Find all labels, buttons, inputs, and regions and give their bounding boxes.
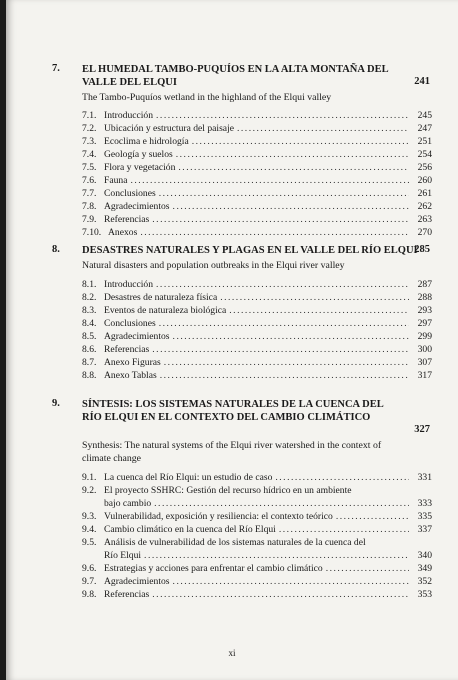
entry-number: 7.2. — [82, 123, 97, 134]
entry-number: 9.8. — [82, 589, 97, 600]
toc-entry[interactable] — [82, 575, 432, 588]
toc-entry[interactable] — [82, 523, 432, 536]
leader-dots — [154, 497, 409, 510]
entry-number: 9.1. — [82, 472, 97, 483]
entry-page: 270 — [417, 227, 432, 238]
chapter-number: 9. — [52, 398, 60, 409]
entry-number: 9.5. — [82, 537, 97, 548]
toc-page — [6, 0, 458, 680]
entry-title: Análisis de vulnerabilidad de los sistemas naturales de la cuenca del — [104, 537, 366, 548]
entry-title: Geología y suelos — [104, 149, 173, 160]
entry-title: El proyecto SSHRC: Gestión del recurso hídrico en un ambiente — [104, 485, 352, 496]
entry-number: 7.1. — [82, 110, 97, 121]
leader-dots — [160, 369, 409, 382]
entry-page: 333 — [417, 498, 432, 509]
toc-entry[interactable] — [82, 174, 432, 187]
toc-entry-continuation[interactable] — [104, 549, 432, 562]
entry-title: Agradecimientos — [104, 576, 170, 587]
leader-dots — [275, 471, 409, 484]
entry-title: Conclusiones — [104, 318, 156, 329]
entry-title: Ecoclima e hidrología — [104, 136, 189, 147]
toc-entry[interactable] — [82, 148, 432, 161]
toc-entry[interactable] — [82, 291, 432, 304]
leader-dots — [176, 148, 409, 161]
toc-entry-first-line[interactable] — [82, 484, 432, 497]
entry-number: 7.10. — [82, 227, 102, 238]
leader-dots — [159, 187, 409, 200]
entry-page: 288 — [417, 292, 432, 303]
entry-page: 263 — [417, 214, 432, 225]
leader-dots — [152, 588, 409, 601]
page-number-footer: xi — [228, 648, 236, 658]
toc-entry[interactable] — [82, 510, 432, 523]
entry-title: Referencias — [104, 214, 150, 225]
entry-page: 287 — [417, 279, 432, 290]
entry-page: 299 — [417, 331, 432, 342]
leader-dots — [173, 575, 409, 588]
leader-dots — [173, 200, 409, 213]
entry-number: 9.6. — [82, 563, 97, 574]
entry-page: 262 — [417, 201, 432, 212]
leader-dots — [130, 174, 409, 187]
chapter-page: 241 — [414, 76, 430, 87]
chapter-title: SÍNTESIS: LOS SISTEMAS NATURALES DE LA CUENCA DEL RÍO ELQUI EN EL CONTEXTO DEL CAMBIO CLIMÁTICO — [82, 399, 384, 423]
entry-page: 331 — [417, 472, 432, 483]
toc-entry[interactable] — [82, 317, 432, 330]
leader-dots — [178, 161, 409, 174]
leader-dots — [237, 122, 409, 135]
entry-title-continued: bajo cambio — [104, 498, 152, 509]
entry-number: 7.6. — [82, 175, 97, 186]
entry-title: Eventos de naturaleza biológica — [104, 305, 227, 316]
entry-title: Anexo Figuras — [104, 357, 161, 368]
chapter-page: 327 — [414, 424, 430, 435]
entry-number: 8.3. — [82, 305, 97, 316]
toc-entry[interactable] — [82, 226, 432, 239]
entry-number: 8.8. — [82, 370, 97, 381]
leader-dots — [229, 304, 409, 317]
entry-number: 8.4. — [82, 318, 97, 329]
leader-dots — [326, 562, 409, 575]
entry-page: 352 — [417, 576, 432, 587]
entry-page: 335 — [417, 511, 432, 522]
entry-title: Cambio climático en la cuenca del Río Elqui — [104, 524, 276, 535]
toc-entry-first-line[interactable] — [82, 536, 432, 549]
toc-entry[interactable] — [82, 122, 432, 135]
toc-entry[interactable] — [82, 356, 432, 369]
toc-entry-continuation[interactable] — [104, 497, 432, 510]
entry-page: 260 — [417, 175, 432, 186]
entry-number: 9.2. — [82, 485, 97, 496]
entry-title: Fauna — [104, 175, 128, 186]
leader-dots — [152, 343, 409, 356]
toc-entry[interactable] — [82, 278, 432, 291]
entry-number: 8.5. — [82, 331, 97, 342]
entry-number: 9.3. — [82, 511, 97, 522]
leader-dots — [144, 549, 409, 562]
entry-title: Agradecimientos — [104, 201, 170, 212]
chapter-subtitle: Natural disasters and population outbreaks in the Elqui river valley — [82, 260, 345, 271]
entry-title: La cuenca del Río Elqui: un estudio de caso — [104, 472, 273, 483]
leader-dots — [164, 356, 409, 369]
entry-title: Anexos — [108, 227, 138, 238]
entry-page: 297 — [417, 318, 432, 329]
toc-entry[interactable] — [82, 562, 432, 575]
leader-dots — [156, 109, 409, 122]
entry-title: Desastres de naturaleza física — [104, 292, 218, 303]
toc-entry[interactable] — [82, 304, 432, 317]
chapter-title: DESASTRES NATURALES Y PLAGAS EN EL VALLE DEL RÍO ELQUI — [82, 245, 418, 256]
entry-number: 7.8. — [82, 201, 97, 212]
entry-title: Introducción — [104, 110, 154, 121]
entry-number: 7.7. — [82, 188, 97, 199]
entry-page: 245 — [417, 110, 432, 121]
entry-page: 247 — [417, 123, 432, 134]
chapter-number: 7. — [52, 63, 60, 74]
leader-dots — [140, 226, 409, 239]
entry-page: 251 — [417, 136, 432, 147]
entry-title: Anexo Tablas — [104, 370, 157, 381]
entry-number: 8.1. — [82, 279, 97, 290]
entry-page: 261 — [417, 188, 432, 199]
chapter-page: 285 — [414, 244, 430, 255]
entry-page: 317 — [417, 370, 432, 381]
entry-page: 293 — [417, 305, 432, 316]
entry-page: 307 — [417, 357, 432, 368]
toc-entry[interactable] — [82, 161, 432, 174]
leader-dots — [152, 213, 409, 226]
entry-number: 7.9. — [82, 214, 97, 225]
entry-title: Vulnerabilidad, exposición y resiliencia: el contexto teórico — [104, 511, 333, 522]
leader-dots — [159, 317, 409, 330]
entry-title: Ubicación y estructura del paisaje — [104, 123, 234, 134]
entry-number: 9.4. — [82, 524, 97, 535]
leader-dots — [279, 523, 409, 536]
entry-number: 8.2. — [82, 292, 97, 303]
entry-title-continued: Río Elqui — [104, 550, 142, 561]
entry-title: Introducción — [104, 279, 154, 290]
entry-title: Referencias — [104, 589, 150, 600]
toc-entry[interactable] — [82, 343, 432, 356]
toc-entry[interactable] — [82, 369, 432, 382]
toc-entry[interactable] — [82, 471, 432, 484]
entry-page: 349 — [417, 563, 432, 574]
entry-number: 8.7. — [82, 357, 97, 368]
entry-page: 256 — [417, 162, 432, 173]
entry-title: Flora y vegetación — [104, 162, 176, 173]
leader-dots — [220, 291, 409, 304]
entry-page: 254 — [417, 149, 432, 160]
toc-entry[interactable] — [82, 588, 432, 601]
entry-number: 7.4. — [82, 149, 97, 160]
entry-number: 7.3. — [82, 136, 97, 147]
chapter-subtitle: The Tambo-Puquíos wetland in the highland of the Elqui valley — [82, 92, 332, 103]
entry-number: 9.7. — [82, 576, 97, 587]
leader-dots — [173, 330, 409, 343]
toc-entry[interactable] — [82, 200, 432, 213]
entry-title: Referencias — [104, 344, 150, 355]
entry-page: 337 — [417, 524, 432, 535]
toc-entry[interactable] — [82, 109, 432, 122]
entry-page: 353 — [417, 589, 432, 600]
entry-page: 340 — [417, 550, 432, 561]
toc-entry[interactable] — [82, 330, 432, 343]
entry-title: Estrategias y acciones para enfrentar el cambio climático — [104, 563, 323, 574]
toc-entry[interactable] — [82, 213, 432, 226]
entry-number: 8.6. — [82, 344, 97, 355]
leader-dots — [156, 278, 409, 291]
entry-title: Agradecimientos — [104, 331, 170, 342]
toc-entry[interactable] — [82, 187, 432, 200]
entry-title: Conclusiones — [104, 188, 156, 199]
leader-dots — [192, 135, 409, 148]
leader-dots — [336, 510, 409, 523]
entry-number: 7.5. — [82, 162, 97, 173]
entry-page: 300 — [417, 344, 432, 355]
chapter-subtitle: Synthesis: The natural systems of the Elqui river watershed in the context of climate change — [82, 440, 382, 464]
toc-entry[interactable] — [82, 135, 432, 148]
chapter-number: 8. — [52, 244, 60, 255]
chapter-title: EL HUMEDAL TAMBO-PUQUÍOS EN LA ALTA MONTAÑA DEL VALLE DEL ELQUI — [82, 64, 389, 88]
